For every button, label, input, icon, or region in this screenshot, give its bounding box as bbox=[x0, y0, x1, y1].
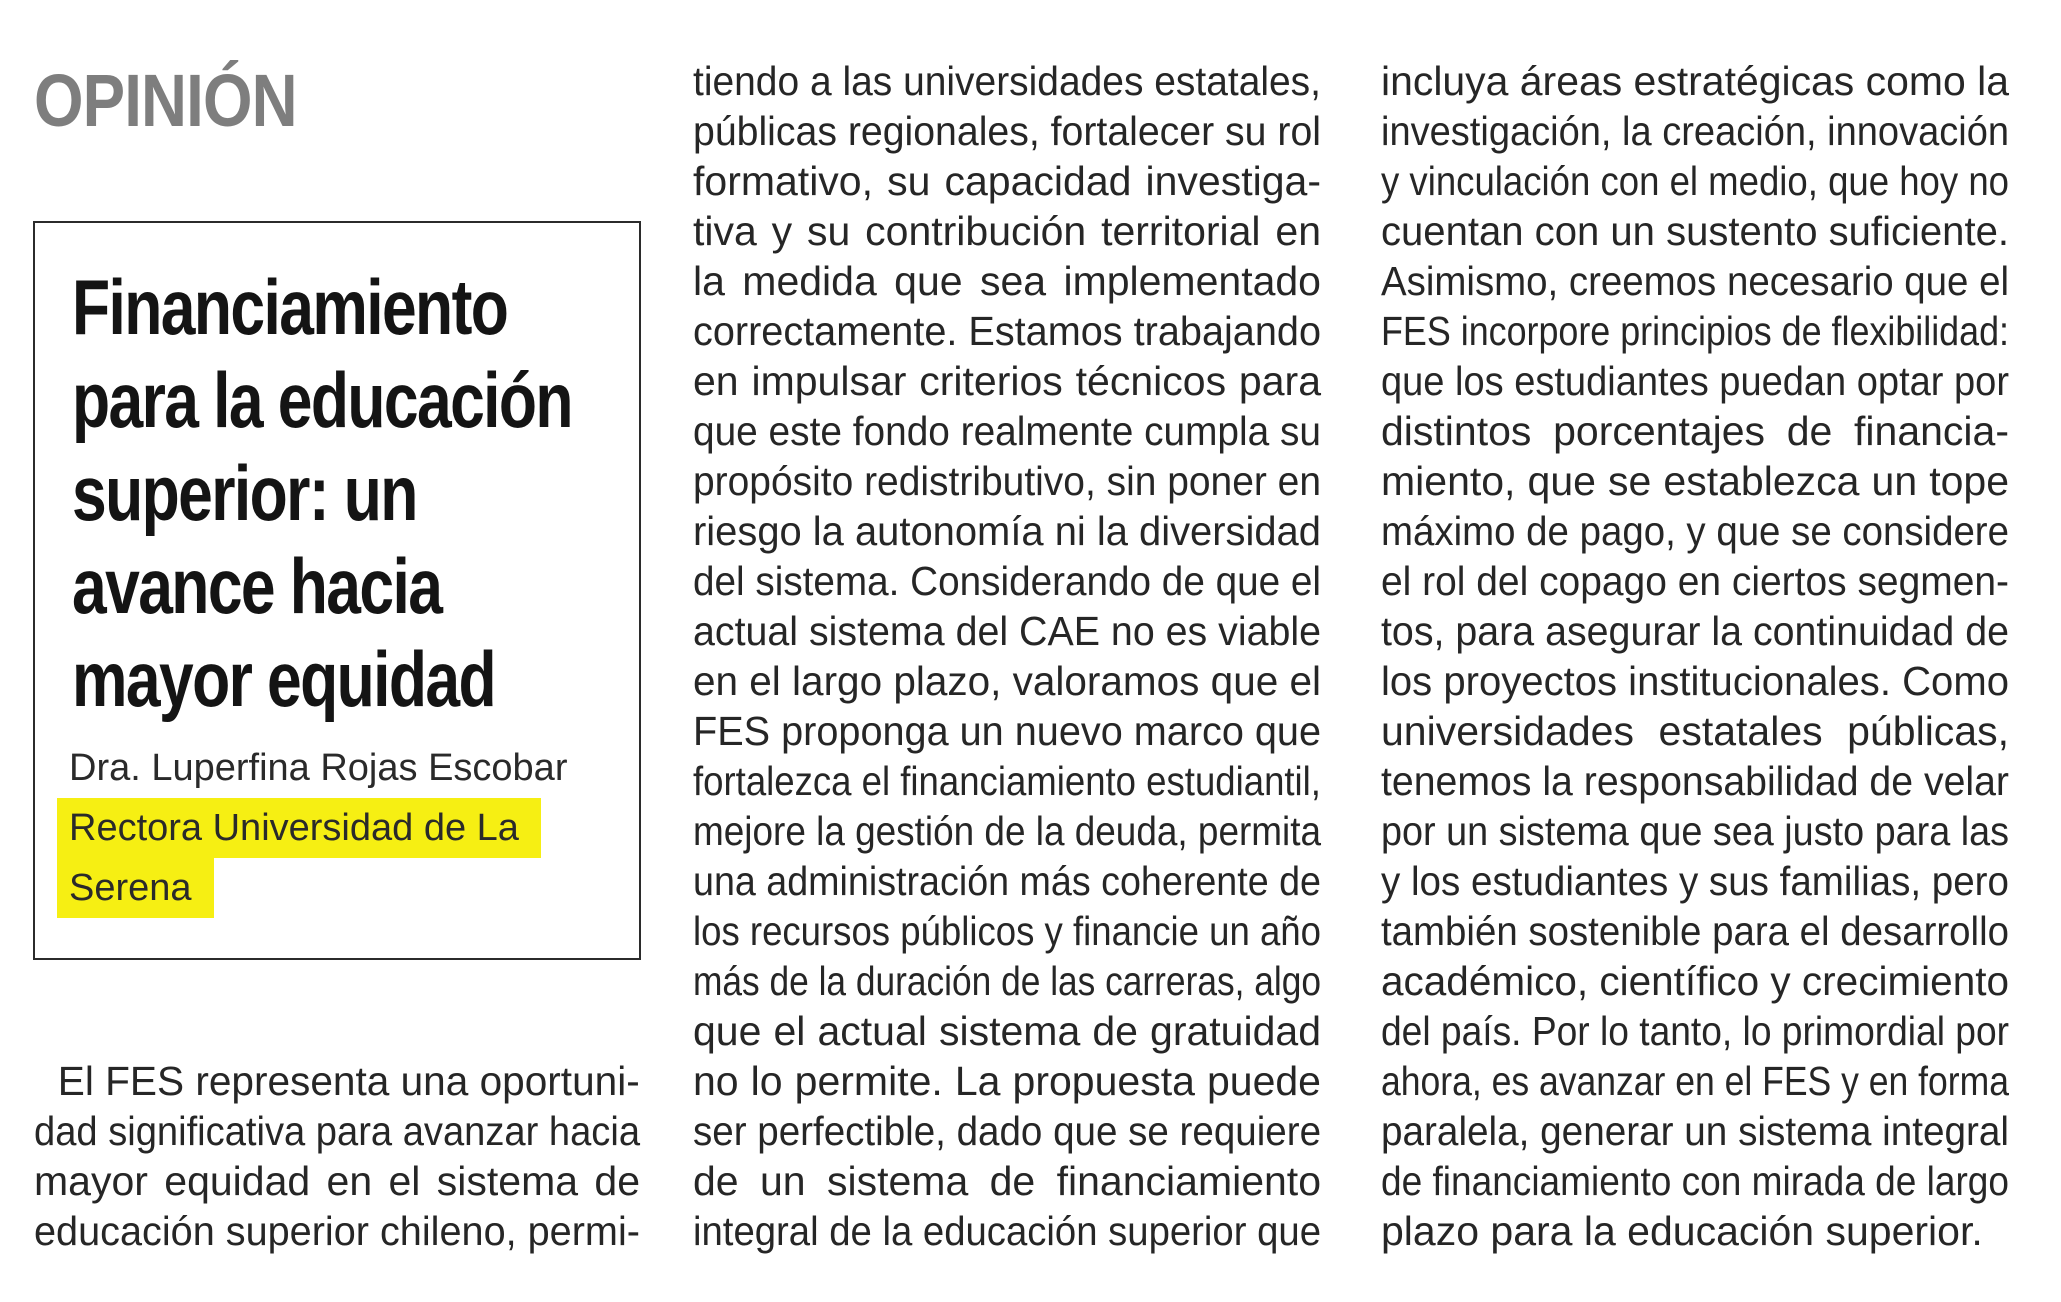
body-text-line: tos, para asegurar la continuidad de bbox=[1381, 608, 2010, 654]
body-text-line: plazo para la educación superior. bbox=[1381, 1208, 1983, 1254]
body-text-line: fortalezca el financiamiento estudiantil, bbox=[693, 758, 1321, 804]
body-text-line: correctamente. Estamos trabajando bbox=[693, 308, 1322, 354]
headline-line: para la educación bbox=[72, 356, 572, 444]
article-column-2 bbox=[693, 56, 1321, 1256]
body-text-line: educación superior chileno, permi- bbox=[34, 1208, 640, 1254]
body-text-line: FES incorpore principios de flexibilidad: bbox=[1381, 308, 2009, 354]
body-text-line: propósito redistributivo, sin poner en bbox=[693, 458, 1322, 504]
body-text-line: riesgo la autonomía ni la diversidad bbox=[693, 508, 1321, 554]
body-text-line: mayor equidad en el sistema de bbox=[34, 1158, 640, 1204]
body-text-line: no lo permite. La propuesta puede bbox=[693, 1058, 1321, 1104]
body-text-line: de financiamiento con mirada de largo bbox=[1381, 1158, 2009, 1204]
body-text-line: el rol del copago en ciertos segmen- bbox=[1381, 558, 2010, 604]
article-column-1 bbox=[34, 1056, 640, 1256]
body-text-line: más de la duración de las carreras, algo bbox=[693, 958, 1321, 1004]
article-column-3 bbox=[1381, 56, 2009, 1256]
body-text-line: máximo de pago, y que se considere bbox=[1381, 508, 2009, 554]
body-text-line: cuentan con un sustento suficiente. bbox=[1381, 208, 2009, 254]
body-text-line: mejore la gestión de la deuda, permita bbox=[693, 808, 1322, 854]
body-text-line: una administración más coherente de bbox=[693, 858, 1322, 904]
body-text-line: académico, científico y crecimiento bbox=[1381, 958, 2010, 1004]
body-text-line: El FES representa una oportuni- bbox=[57, 1058, 640, 1104]
body-text-line: integral de la educación superior que bbox=[693, 1208, 1322, 1254]
body-text-line: incluya áreas estratégicas como la bbox=[1381, 58, 2009, 104]
body-text-line: actual sistema del CAE no es viable bbox=[693, 608, 1322, 654]
body-text-line: ser perfectible, dado que se requiere bbox=[693, 1108, 1322, 1154]
body-text-line: FES proponga un nuevo marco que bbox=[693, 708, 1322, 754]
headline-line: Financiamiento bbox=[72, 263, 508, 351]
body-text-line: tiendo a las universidades estatales, bbox=[693, 58, 1321, 104]
body-text-line: distintos porcentajes de financia- bbox=[1381, 408, 2009, 454]
body-text-line: dad significativa para avanzar hacia bbox=[34, 1108, 641, 1154]
body-text-line: que el actual sistema de gratuidad bbox=[693, 1008, 1321, 1054]
body-text-line: ahora, es avanzar en el FES y en forma bbox=[1381, 1058, 2009, 1104]
body-text-line: del país. Por lo tanto, lo primordial por bbox=[1381, 1008, 2010, 1054]
body-text-line: tiva y su contribución territorial en bbox=[693, 208, 1321, 254]
author-role-line: Serena bbox=[57, 858, 214, 918]
body-text-line: y vinculación con el medio, que hoy no bbox=[1381, 158, 2010, 204]
body-text-line: también sostenible para el desarrollo bbox=[1381, 908, 2009, 954]
headline-line: superior: un bbox=[72, 449, 417, 537]
body-text-line: públicas regionales, fortalecer su rol bbox=[693, 108, 1321, 154]
article-headline bbox=[72, 261, 632, 726]
body-text-line: por un sistema que sea justo para las bbox=[1381, 808, 2010, 854]
author-role bbox=[57, 798, 541, 918]
body-text-line: los recursos públicos y financie un año bbox=[693, 908, 1321, 954]
body-text-line: que los estudiantes puedan optar por bbox=[1381, 358, 2009, 404]
body-text-line: formativo, su capacidad investiga- bbox=[693, 158, 1321, 204]
body-text-line: investigación, la creación, innovación bbox=[1381, 108, 2010, 154]
author-role-line: Rectora Universidad de La bbox=[57, 798, 541, 858]
body-text-line: miento, que se establezca un tope bbox=[1381, 458, 2009, 504]
body-text-line: Asimismo, creemos necesario que el bbox=[1381, 258, 2009, 304]
body-text-line: universidades estatales públicas, bbox=[1381, 708, 2009, 754]
body-text-line: la medida que sea implementado bbox=[693, 258, 1321, 304]
body-text-line: que este fondo realmente cumpla su bbox=[693, 408, 1322, 454]
body-text-line: del sistema. Considerando de que el bbox=[693, 558, 1321, 604]
body-text-line: paralela, generar un sistema integral bbox=[1381, 1108, 2010, 1154]
body-text-line: tenemos la responsabilidad de velar bbox=[1381, 758, 2009, 804]
headline-line: mayor equidad bbox=[72, 635, 496, 723]
body-text-line: en el largo plazo, valoramos que el bbox=[693, 658, 1322, 704]
headline-line: avance hacia bbox=[72, 542, 442, 630]
body-text-line: en impulsar criterios técnicos para bbox=[693, 358, 1321, 404]
body-text-line: los proyectos institucionales. Como bbox=[1381, 658, 2009, 704]
section-label: OPINIÓN bbox=[34, 59, 297, 142]
body-text-line: de un sistema de financiamiento bbox=[693, 1158, 1321, 1204]
headline-box bbox=[33, 221, 641, 960]
author-name: Dra. Luperfina Rojas Escobar bbox=[69, 747, 568, 789]
body-text-line: y los estudiantes y sus familias, pero bbox=[1381, 858, 2009, 904]
